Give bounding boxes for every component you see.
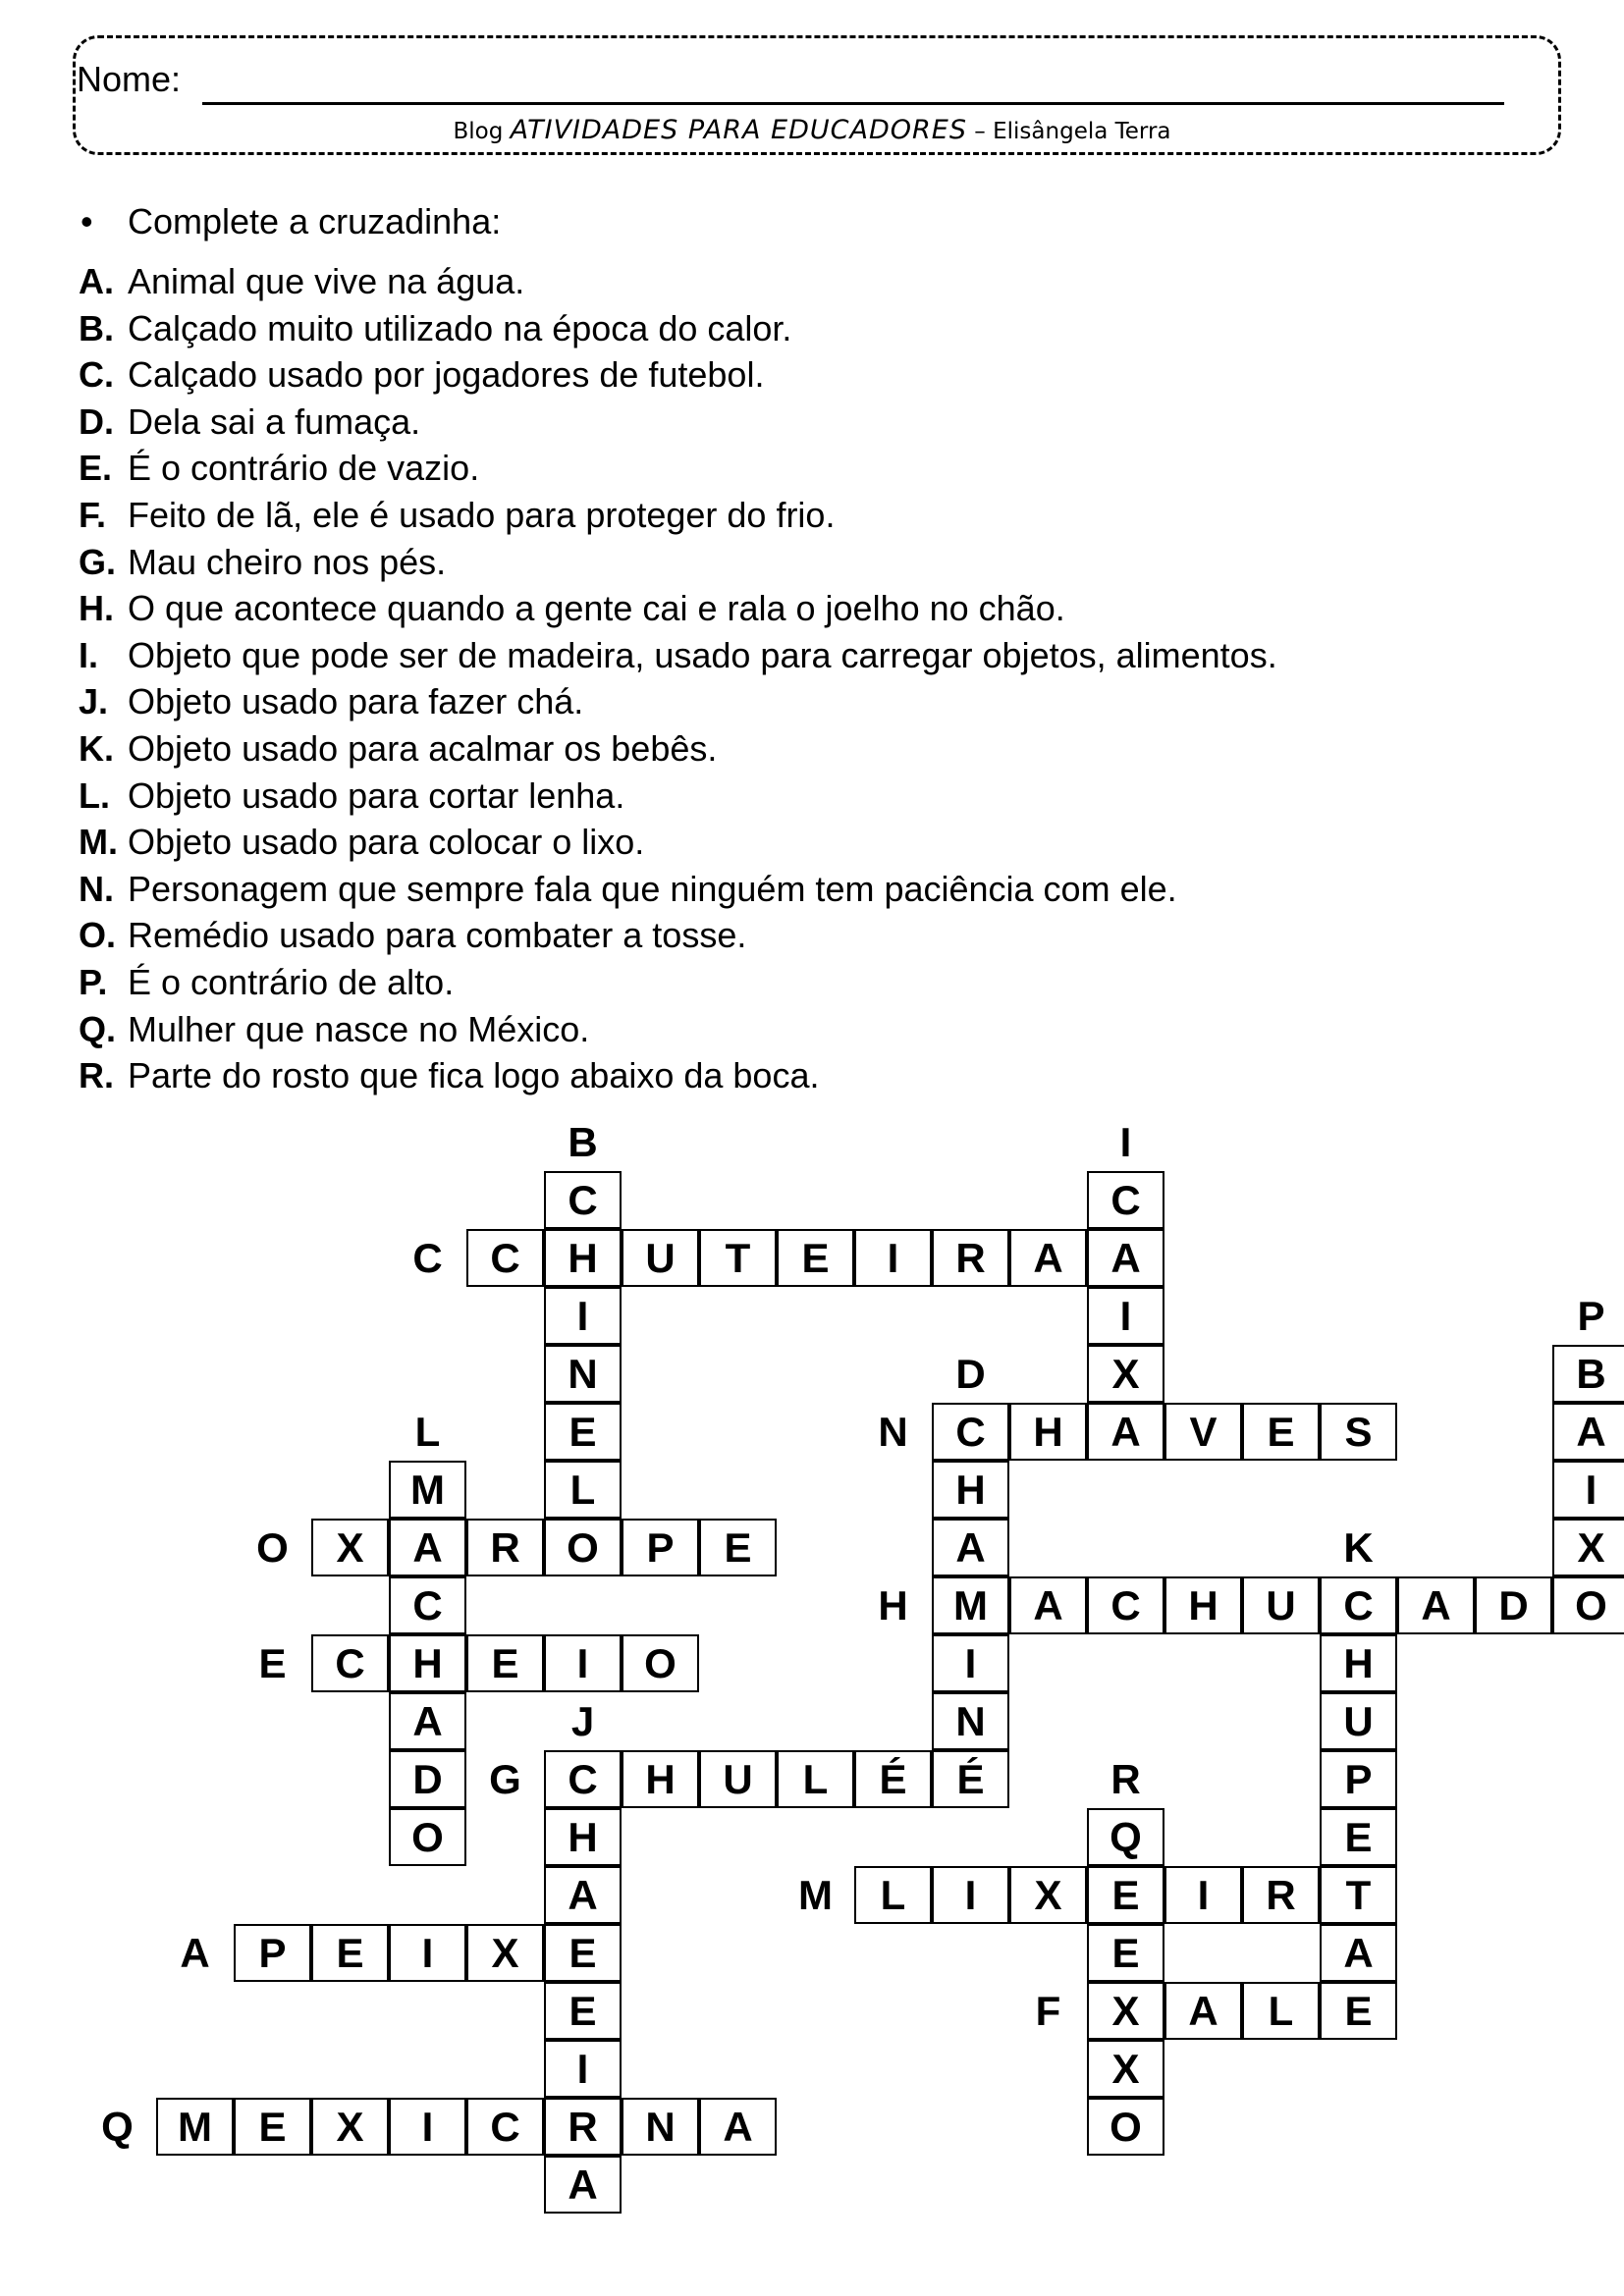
cell-letter: M [410, 1467, 445, 1513]
clue-text: Objeto que pode ser de madeira, usado para carregar objetos, alimentos. [128, 634, 1277, 675]
cell-letter: N [568, 1351, 598, 1397]
clue-label-n: N [878, 1409, 908, 1455]
cell-letter: R [955, 1235, 986, 1281]
cell-letter: A [1033, 1235, 1063, 1281]
cell-letter: A [1576, 1409, 1606, 1455]
cell-letter: X [491, 1930, 519, 1976]
clue-label-b: B [568, 1119, 598, 1165]
clue-label-a: A [180, 1930, 210, 1976]
cell-letter: P [258, 1930, 287, 1976]
cell-letter: A [955, 1524, 986, 1571]
cell-letter: I [421, 2104, 434, 2150]
cell-letter: H [412, 1640, 443, 1686]
cell-letter: U [645, 1235, 676, 1281]
cell-letter: A [1110, 1409, 1141, 1455]
cell-letter: C [335, 1640, 365, 1686]
cell-letter: C [490, 1235, 520, 1281]
clue-label-e: E [258, 1640, 287, 1686]
cell-letter: I [421, 1930, 434, 1976]
clue-label-f: F [1035, 1988, 1061, 2034]
cell-letter: H [645, 1756, 676, 1802]
clue-text: Animal que vive na água. [128, 261, 525, 301]
cell-letter: X [1577, 1524, 1605, 1571]
clue-letter: N. [79, 868, 114, 909]
clue-text: Personagem que sempre fala que ninguém tem paciência com ele. [128, 868, 1177, 909]
clue-label-j: J [570, 1698, 595, 1744]
clue-label-c: C [412, 1235, 443, 1281]
cell-letter: I [1119, 1293, 1132, 1339]
clue-label-p: P [1577, 1293, 1605, 1339]
clue-text: Calçado muito utilizado na época do calor. [128, 307, 792, 348]
cell-letter: I [576, 1640, 589, 1686]
clue-text: Calçado usado por jogadores de futebol. [128, 354, 765, 396]
cell-letter: O [1575, 1582, 1607, 1629]
clue-text: Feito de lã, ele é usado para proteger do frio. [128, 495, 836, 535]
cell-letter: U [1266, 1582, 1296, 1629]
clue-text: Objeto usado para fazer chá. [128, 681, 584, 722]
clue-letter: C. [79, 354, 114, 396]
cell-letter: L [802, 1756, 829, 1802]
clue-label-o: O [256, 1524, 289, 1571]
cell-letter: S [1344, 1409, 1373, 1455]
clue-text: É o contrário de vazio. [128, 448, 480, 489]
cell-letter: E [1267, 1409, 1295, 1455]
cell-letter: I [1585, 1467, 1597, 1513]
cell-letter: X [336, 1524, 364, 1571]
cell-letter: A [568, 2162, 598, 2208]
cell-letter: E [336, 1930, 364, 1976]
cell-letter: I [887, 1235, 899, 1281]
clue-label-r: R [1110, 1756, 1141, 1802]
cell-letter: O [567, 1524, 599, 1571]
cell-letter: X [1034, 1872, 1062, 1918]
clue-letter: O. [79, 915, 117, 956]
clue-letter: Q. [79, 1008, 117, 1049]
clue-label-m: M [798, 1872, 833, 1918]
cell-letter: E [1344, 1814, 1373, 1860]
clue-letter: L. [79, 774, 110, 816]
clue-text: Mulher que nasce no México. [128, 1008, 590, 1049]
clue-text: Dela sai a fumaça. [128, 400, 421, 442]
cell-letter: A [412, 1698, 443, 1744]
clue-label-q: Q [101, 2104, 134, 2150]
cell-letter: D [1498, 1582, 1529, 1629]
cell-letter: M [953, 1582, 988, 1629]
cell-letter: U [723, 1756, 753, 1802]
cell-letter: A [1110, 1235, 1141, 1281]
clue-letter: E. [79, 448, 113, 489]
clue-letter: R. [79, 1055, 114, 1096]
cell-letter: É [956, 1756, 985, 1802]
cell-letter: A [1033, 1582, 1063, 1629]
cell-letter: E [491, 1640, 519, 1686]
cell-letter: I [576, 2046, 589, 2092]
clue-letter: J. [79, 681, 109, 722]
clue-letter: K. [79, 728, 114, 769]
cell-letter: H [1343, 1640, 1374, 1686]
bullet-icon: • [81, 201, 93, 241]
cell-letter: C [412, 1582, 443, 1629]
clue-label-k: K [1343, 1524, 1374, 1571]
clue-text: É o contrário de alto. [128, 962, 455, 1002]
cell-letter: C [568, 1756, 598, 1802]
cell-letter: C [1110, 1582, 1141, 1629]
cell-letter: E [1111, 1930, 1140, 1976]
cell-letter: P [1344, 1756, 1373, 1802]
cell-letter: L [1268, 1988, 1294, 2034]
clue-text: Parte do rosto que fica logo abaixo da boca. [128, 1055, 820, 1096]
cell-letter: O [1110, 2104, 1142, 2150]
cell-letter: C [1343, 1582, 1374, 1629]
cell-letter: I [1197, 1872, 1210, 1918]
cell-letter: E [568, 1409, 597, 1455]
cell-letter: C [1110, 1177, 1141, 1223]
cell-letter: E [568, 1988, 597, 2034]
cell-letter: T [725, 1235, 751, 1281]
cell-letter: D [412, 1756, 443, 1802]
cell-letter: P [646, 1524, 675, 1571]
cell-letter: H [1033, 1409, 1063, 1455]
cell-letter: A [412, 1524, 443, 1571]
cell-letter: E [724, 1524, 752, 1571]
cell-letter: H [568, 1814, 598, 1860]
clue-text: Objeto usado para cortar lenha. [128, 774, 625, 816]
blog-prefix: Blog [453, 119, 511, 144]
cell-letter: H [568, 1235, 598, 1281]
cell-letter: V [1189, 1409, 1218, 1455]
clue-letter: H. [79, 588, 114, 629]
cell-letter: C [568, 1177, 598, 1223]
clue-label-g: G [489, 1756, 521, 1802]
name-label: Nome: [77, 59, 182, 99]
cell-letter: R [1266, 1872, 1296, 1918]
clue-text: O que acontece quando a gente cai e rala o joelho no chão. [128, 588, 1065, 629]
clue-label-h: H [878, 1582, 908, 1629]
cell-letter: E [801, 1235, 830, 1281]
clue-letter: M. [79, 822, 118, 863]
cell-letter: A [568, 1872, 598, 1918]
clue-letter: B. [79, 307, 114, 348]
cell-letter: Q [1110, 1814, 1142, 1860]
cell-letter: L [569, 1467, 596, 1513]
cell-letter: X [1111, 1351, 1140, 1397]
cell-letter: E [1344, 1988, 1373, 2034]
cell-letter: N [955, 1698, 986, 1744]
cell-letter: B [1576, 1351, 1606, 1397]
cell-letter: A [1421, 1582, 1451, 1629]
cell-letter: A [1188, 1988, 1218, 2034]
blog-title: ATIVIDADES PARA EDUCADORES [510, 115, 967, 145]
cell-letter: R [568, 2104, 598, 2150]
cell-letter: O [411, 1814, 444, 1860]
cell-letter: E [568, 1930, 597, 1976]
clue-text: Objeto usado para acalmar os bebês. [128, 728, 718, 769]
clue-text: Mau cheiro nos pés. [128, 541, 447, 582]
clue-letter: P. [79, 962, 108, 1002]
clue-letter: G. [79, 541, 117, 582]
clue-letter: F. [79, 495, 107, 535]
cell-letter: H [955, 1467, 986, 1513]
clue-label-i: I [1119, 1119, 1132, 1165]
cell-letter: I [964, 1640, 977, 1686]
clue-letter: I. [79, 634, 99, 675]
clue-letter: A. [79, 261, 114, 301]
clue-text: Objeto usado para colocar o lixo. [128, 822, 645, 863]
blog-author: – Elisângela Terra [967, 119, 1171, 144]
cell-letter: I [964, 1872, 977, 1918]
cell-letter: E [258, 2104, 287, 2150]
cell-letter: C [955, 1409, 986, 1455]
cell-letter: L [880, 1872, 906, 1918]
clue-label-d: D [955, 1351, 986, 1397]
cell-letter: U [1343, 1698, 1374, 1744]
cell-letter: X [336, 2104, 364, 2150]
cell-letter: E [1111, 1872, 1140, 1918]
cell-letter: N [645, 2104, 676, 2150]
cell-letter: R [490, 1524, 520, 1571]
cell-letter: É [879, 1756, 907, 1802]
cell-letter: I [576, 1293, 589, 1339]
clue-label-l: L [414, 1409, 441, 1455]
cell-letter: X [1111, 2046, 1140, 2092]
cell-letter: C [490, 2104, 520, 2150]
cell-letter: H [1188, 1582, 1218, 1629]
cell-letter: A [1343, 1930, 1374, 1976]
cell-letter: O [644, 1640, 677, 1686]
cell-letter: T [1345, 1872, 1372, 1918]
cell-letter: A [723, 2104, 753, 2150]
cell-letter: M [178, 2104, 212, 2150]
clue-letter: D. [79, 400, 114, 442]
clue-text: Remédio usado para combater a tosse. [128, 915, 747, 956]
cell-letter: X [1111, 1988, 1140, 2034]
instruction-text: Complete a cruzadinha: [128, 201, 502, 241]
